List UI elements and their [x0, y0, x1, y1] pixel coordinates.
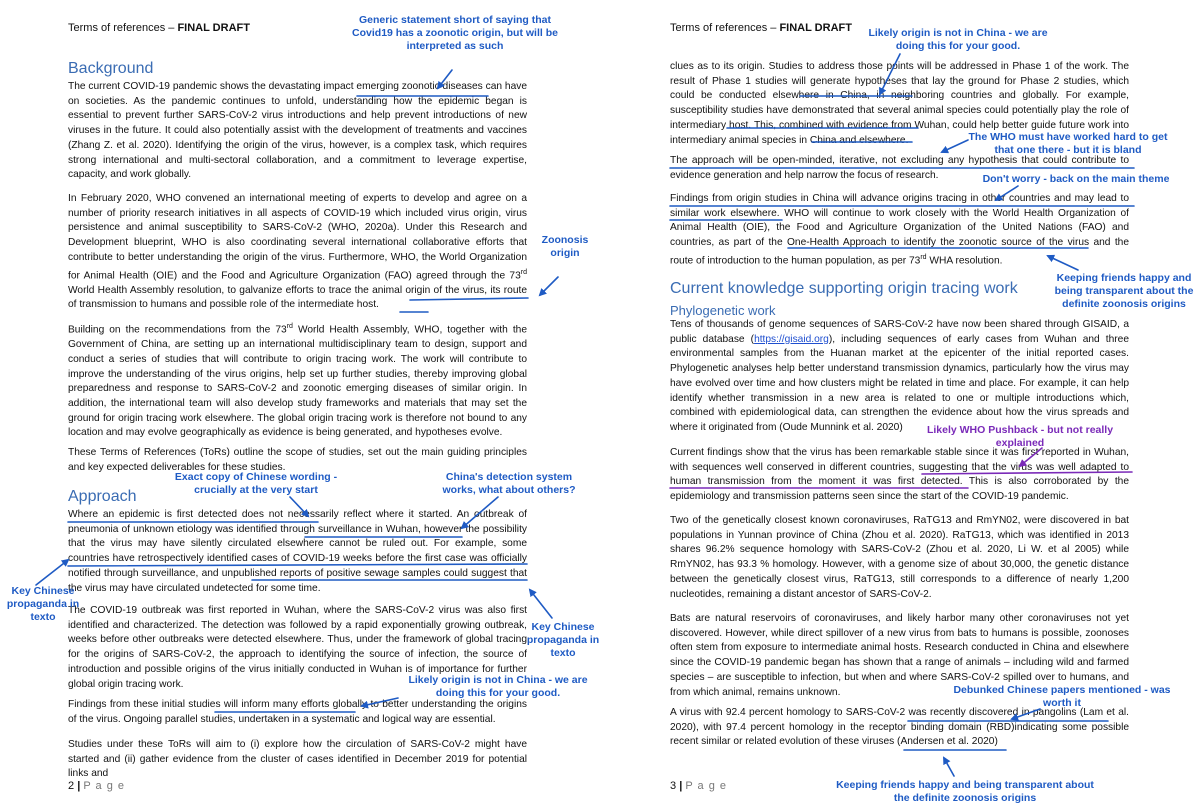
page-footer-left: 2 | P a g e: [68, 780, 125, 792]
page-header: [68, 22, 250, 34]
approach-paragraph-1: Where an epidemic is first detected does not necessarily reflect where it started. An outbreak of pneumonia of unknown etiology was identified through surveillance in Wuhan, however the possibility that the virus may have silently circulated elsewhere cannot be ruled out. For example, some countries have retrospectively identified cases of COVID-19 weeks before the first case was officially notified through surveillance, and unpublished reports of positive sewage samples could suggest that the virus may have circulated undetected for some time.: [68, 509, 527, 594]
page-footer-right: 3 | P a g e: [670, 780, 727, 792]
header-title: FINAL DRAFT: [177, 22, 250, 34]
phylogenetic-heading: Phylogenetic work: [670, 303, 776, 318]
annotation-friends-happy-bottom: Keeping friends happy and being transparent about the definite zoonosis origins: [836, 779, 1094, 804]
annotation-friends-happy-top: Keeping friends happy and being transparent about the definite zoonosis origins: [1054, 272, 1194, 310]
approach-paragraph-2: The COVID-19 outbreak was first reported in Wuhan, where the SARS-CoV-2 virus was also first identified and characterized. The detection was followed by a rapid exponentially growing outbreak, weeks before other outbreaks were detected elsewhere. Thus, under the framework of global tracing for the origins of SARS-CoV-2, the approach to identifying the source of infection, the source of introduction and possible origins of the virus initially conducted in Wuhan is of importance for further global origin tracing work.: [68, 605, 527, 690]
page-word: P a g e: [83, 780, 125, 792]
page-header: [670, 22, 852, 34]
gisaid-link[interactable]: https://gisaid.org: [754, 333, 829, 345]
annotation-detection-system: China's detection system works, what about others?: [442, 471, 576, 496]
page-number: 2: [68, 780, 75, 792]
right-paragraph-3: Findings from origin studies in China will advance origins tracing in other countries and may lead to similar work elsewhere. WHO will continue to work closely with the World Health Organization of Animal Health (OIE), the Food and Agriculture Organization of the United Nations (FAO) and countries, as part of the One-Health Approach to identify the zoonotic source of the virus and the route of introduction to the human population, as per 73rd WHA resolution.: [670, 193, 1129, 267]
right-paragraph-1: clues as to its origin. Studies to address those points will be addressed in Phase 1 of the work. The result of Phase 1 studies will generate hypotheses that lay the ground for Phase 2 studies, which could be conducted elsewhere in China, in neighboring countries and globally. For example, susceptibility studies have demonstrated that several animal species could potentially play the role of intermediary host. This, combined with evidence from Wuhan, could help better guide future work into intermediary animal species in China and elsewhere.: [670, 61, 1129, 146]
knowledge-heading: Current knowledge supporting origin tracing work: [670, 280, 1018, 297]
annotation-who-pushback: Likely WHO Pushback - but not really explained: [926, 424, 1114, 449]
phylogenetic-paragraph-3: Two of the genetically closest known coronaviruses, RaTG13 and RmYN02, were discovered in bat populations in Yunnan province of China (Zhou et al. 2020). RaTG13, which was identified in 2013 shares 96.2% sequence homology with SARS-CoV-2 (Zhou et al. 2020, Li W. et al 2005) while RmYN02, has 93.3 % homology. However, with a genome size of about 30,000, the genetic distance between the genetically closest virus, RaTG13, still corresponds to a difference of nearly 1,200 nucleotides, remaining a distant ancestor of SARS-CoV-2.: [670, 515, 1129, 600]
annotation-propaganda-left: Key Chinese propaganda in texto: [6, 585, 80, 623]
annotation-origin-not-china-left: Likely origin is not in China - we are doing this for your good.: [408, 674, 588, 699]
phylogenetic-paragraph-2: Current findings show that the virus has been remarkable stable since it was first reported in Wuhan, with sequences well conserved in different countries, suggesting that the virus was well adapted to human transmission from the moment it was first detected. This is also corroborated by the epidemiology and transmission patterns seen since the start of the COVID-19 pandemic.: [670, 447, 1129, 503]
phylogenetic-paragraph-1: Tens of thousands of genome sequences of SARS-CoV-2 have now been shared through GISAID, a public database (https://gisaid.org), including sequences of early cases from Wuhan and three environmental samples from the Huanan market at the epicenter of the initial reported cases. Phylogenetic analyses help better understand transmission dynamics, particularly how the virus may have evolved over time and how clusters might be related in time and place. For example, it can help identify whether transmission in a new area is related to one or multiple introductions which, combined with epidemiological data, can strengthen the evidence about how the virus spreads and where it originated from (Oude Munnink et al. 2020): [670, 319, 1129, 433]
background-paragraph-3: Building on the recommendations from the 73rd World Health Assembly, WHO, together with the Government of China, are setting up an international multidisciplinary team to design, support and conduct a series of studies that will contribute to origin tracing work. The work will contribute to improve the understanding of the virus origins, help set up further studies, thereby improving global preparedness and response to SARS-CoV-2 and zoonotic emerging diseases of similar origin. In addition, the international team will also develop study frameworks and materials that may set the ground for origin tracing work elsewhere. The global origin tracing work is therefore not bound to any location and may evolve geographically as evidence is being generated, and hypotheses evolve.: [68, 323, 527, 439]
background-paragraph-2: In February 2020, WHO convened an international meeting of experts to develop and agree on a number of priority research initiatives in all aspects of COVID-19 which included virus origin, virus persistence and animal susceptibility to SARS-CoV-2 (WHO, 2020a). Under this Research and Development blueprint, WHO is also coordinating several international collaborative efforts that contribute to better understanding the origin of the virus. Furthermore, WHO, the World Organization for Animal Health (OIE) and the Food and Agriculture Organization (FAO) agreed through the 73rd World Health Assembly resolution, to galvanize efforts to trace the animal origin of the virus, its route of transmission to humans and possible role of the intermediate host.: [68, 193, 527, 311]
annotation-propaganda-right: Key Chinese propaganda in texto: [526, 621, 600, 659]
annotation-chinese-wording: Exact copy of Chinese wording - crucially at the very start: [174, 471, 338, 496]
annotation-who-bland: The WHO must have worked hard to get that one there - but it is bland: [968, 131, 1168, 156]
background-paragraph-1: The current COVID-19 pandemic shows the devastating impact emerging zoonotic diseases can have on societies. As the pandemic continues to unfold, understanding how the epidemic began is essential to prevent further SARS-CoV-2 virus introductions and help prevent introductions of new viruses in the future. It could also potentially assist with the development of treatments and vaccines (Zhang Z. et al. 2020). Identifying the origin of the virus, however, is a complex task, which requires strong international and multi-sectoral collaboration, and a commitment to leverage expertise, capacity, and work globally.: [68, 81, 527, 181]
approach-paragraph-3: Findings from these initial studies will inform many efforts globally to better understanding the origins of the virus. Ongoing parallel studies, undertaken in a systematic and logical way are essential.: [68, 699, 527, 725]
approach-paragraph-4: Studies under these ToRs will aim to (i) explore how the circulation of SARS-CoV-2 might have started and (ii) gather evidence from the cluster of cases identified in December 2019 for potential links and: [68, 739, 527, 780]
header-title: FINAL DRAFT: [779, 22, 852, 34]
right-paragraph-2: The approach will be open-minded, iterative, not excluding any hypothesis that could contribute to evidence generation and help narrow the focus of research.: [670, 155, 1129, 181]
annotation-origin-not-china-right: Likely origin is not in China - we are doing this for your good.: [868, 27, 1048, 52]
annotation-back-on-theme: Don't worry - back on the main theme: [982, 173, 1170, 185]
approach-heading: Approach: [68, 488, 137, 505]
background-paragraph-4: These Terms of References (ToRs) outline the scope of studies, set out the main guiding principles and key expected deliverables for these studies.: [68, 447, 527, 473]
annotation-zoonosis-origin: Zoonosis origin: [541, 234, 589, 259]
header-prefix: Terms of references –: [68, 22, 178, 34]
page-number: 3: [670, 780, 677, 792]
phylogenetic-paragraph-4: Bats are natural reservoirs of coronaviruses, and likely harbor many other coronaviruses not yet discovered. However, while direct spillover of a new virus from bats to humans is possible, zoonoses often stem from exposure to intermediate animal hosts. Research conducted in China and elsewhere since the COVID-19 pandemic began has shown that a range of animals – including wild and farmed species – are susceptible to infection, but when and where SARS-CoV-2 spilled over to humans, and from which animal, remains unknown.: [670, 613, 1129, 698]
page-word: P a g e: [685, 780, 727, 792]
annotation-debunked-papers: Debunked Chinese papers mentioned - was worth it: [953, 684, 1171, 709]
background-heading: Background: [68, 60, 154, 77]
header-prefix: Terms of references –: [670, 22, 780, 34]
phylogenetic-paragraph-5: A virus with 92.4 percent homology to SARS-CoV-2 was recently discovered in pangolins (Lam et al. 2020), with 97.4 percent homology in the receptor binding domain (RBD)indicating some possible recent similar or related evolution of these viruses (Andersen et al. 2020): [670, 707, 1129, 748]
annotation-zoonotic-statement: Generic statement short of saying that Covid19 has a zoonotic origin, but will be interpreted as such: [352, 14, 558, 52]
